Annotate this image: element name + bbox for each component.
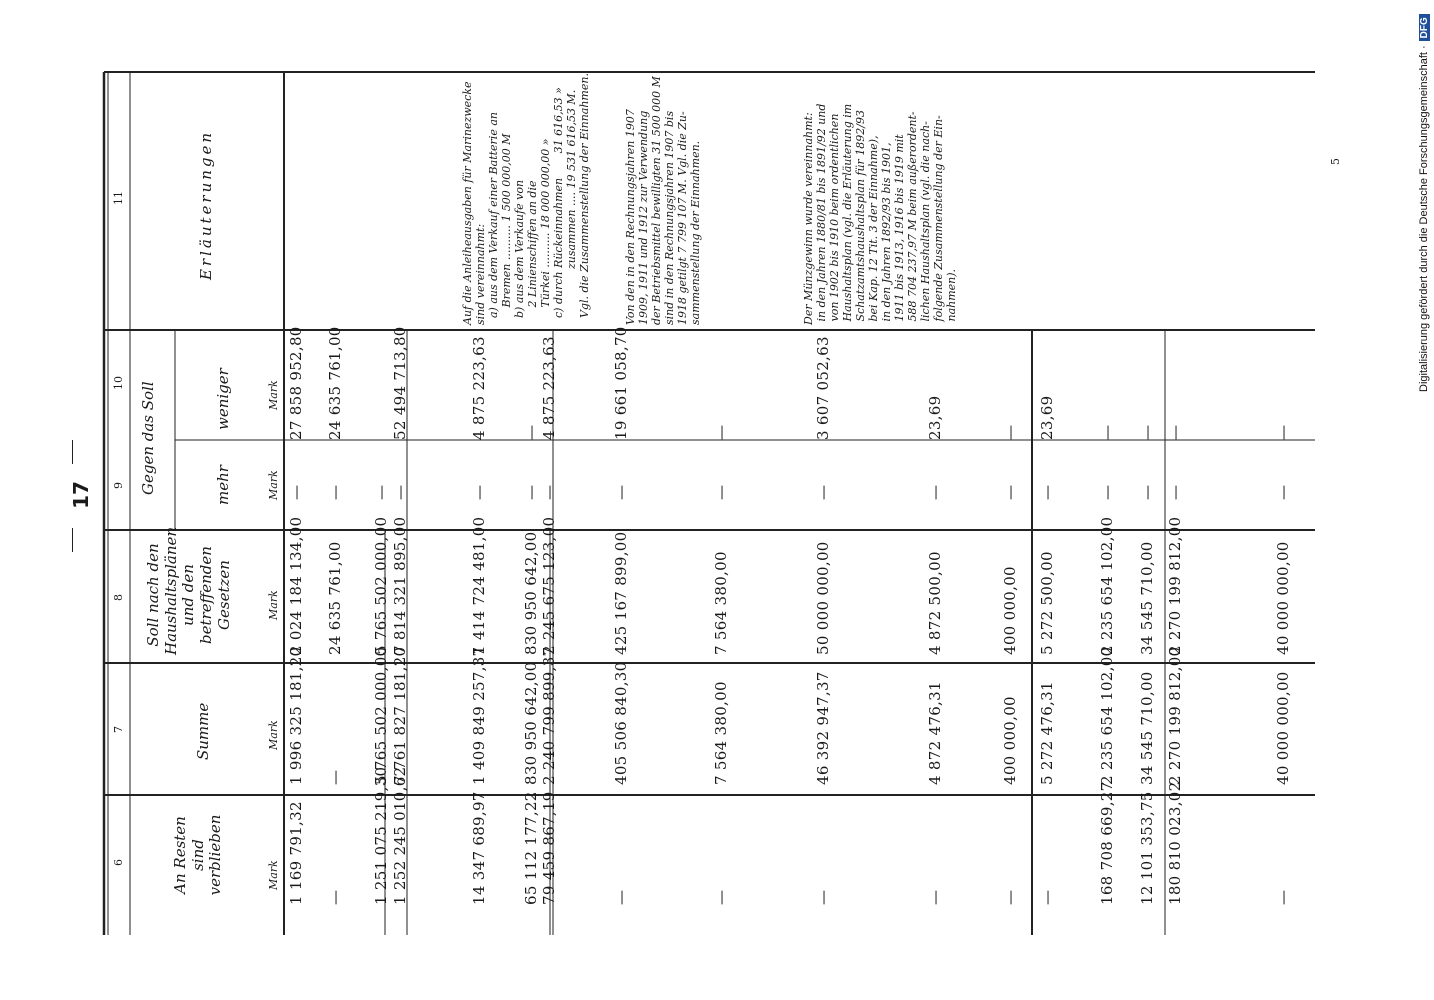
table-cell-c8: 830 950 642,00 <box>522 531 540 655</box>
table-cell-c8: 2 024 184 134,00 <box>287 516 305 655</box>
table-cell-c10: — <box>1098 424 1116 440</box>
table-cell-c6: — <box>326 889 344 905</box>
table-cell-c6: 1 169 791,32 <box>287 801 305 905</box>
col-number-6: 6 <box>112 859 125 866</box>
table-cell-c6: 168 708 669,27 <box>1098 781 1116 905</box>
note-coinage-gain: Der Münzgewinn wurde vereinnahmt: in den Jahren 1880/81 bis 1891/92 und von 1902 bis 1910 beim ordentlichen Haushaltsplan (vgl. die Erläuterung im Schatzamtshaushaltsplan für 1892/93 bei Kap. 12 Tit. 3 der Einnahme), in den Jahren 1892/93 bis 1901, 1911 bis 1913, 1916 bis 1919 mit 588 704 237,97 M beim außerordent- lichen Haushaltsplan (vgl. die nach- folgende Zusammenstellung der Ein- nahmen). <box>802 103 958 325</box>
page-number: 17 <box>68 481 93 509</box>
col-number-8: 8 <box>112 594 125 601</box>
table-cell-c8: 400 000,00 <box>1001 566 1019 655</box>
note-operating-funds: Von den in den Rechnungsjahren 1907 1909, 1911 und 1912 zur Verwendung der Betriebsmittel bewilligten 31 500 000 M sind in den Rechnungsjahren 1907 bis 1918 getilgt 7 799 107 M. Vgl. die Zu- sammenstellung der Einnahmen. <box>624 76 702 325</box>
table-cell-c8: 7 814 321 895,00 <box>391 516 409 655</box>
table-cell-c8: 2 235 654 102,00 <box>1098 516 1116 655</box>
table-cell-c9: — <box>1038 484 1056 500</box>
table-cell-c10: 3 607 052,63 <box>814 336 832 440</box>
table-cell-c7: 5 272 476,31 <box>1038 681 1056 785</box>
table-cell-c8: 4 872 500,00 <box>926 551 944 655</box>
table-cell-c6: 79 459 867,19 <box>540 791 558 905</box>
table-cell-c6: 12 101 353,75 <box>1138 791 1156 905</box>
table-cell-c7: 405 506 840,30 <box>612 661 630 785</box>
table-cell-c6: — <box>926 889 944 905</box>
table-cell-c7: 830 950 642,00 <box>522 661 540 785</box>
table-cell-c7: 46 392 947,37 <box>814 671 832 785</box>
table-cell-c7: 1 996 325 181,20 <box>287 646 305 785</box>
table-cell-c7: 40 000 000,00 <box>1274 671 1292 785</box>
table-cell-c8: 24 635 761,00 <box>326 541 344 655</box>
digitization-credit-text: Digitalisierung gefördert durch die Deutsche Forschungsgemeinschaft · <box>1418 45 1430 392</box>
table-cell-c9: — <box>540 484 558 500</box>
table-cell-c7: 4 872 476,31 <box>926 681 944 785</box>
table-cell-c6: — <box>1001 889 1019 905</box>
table-cell-c6: 180 810 023,02 <box>1166 781 1184 905</box>
table-cell-c8: 7 564 380,00 <box>712 551 730 655</box>
table-cell-c10: — <box>1274 424 1292 440</box>
table-cell-c9: — <box>326 484 344 500</box>
table-cell-c9: — <box>814 484 832 500</box>
table-cell-c10: — <box>522 424 540 440</box>
table-cell-c10: 23,69 <box>926 395 944 440</box>
table-cell-c9: — <box>1098 484 1116 500</box>
header-col9: mehr <box>214 465 232 505</box>
table-cell-c8: 40 000 000,00 <box>1274 541 1292 655</box>
col-number-9: 9 <box>112 482 125 489</box>
table-cell-c6: — <box>1038 889 1056 905</box>
table-cell-c8: 50 000 000,00 <box>814 541 832 655</box>
table-cell-c9: — <box>470 484 488 500</box>
table-cell-c8: 425 167 899,00 <box>612 531 630 655</box>
table-cell-c6: 14 347 689,97 <box>470 791 488 905</box>
table-cell-c8: 34 545 710,00 <box>1138 541 1156 655</box>
table-cell-c10: — <box>1001 424 1019 440</box>
table-cell-c7: 400 000,00 <box>1001 696 1019 785</box>
dfg-logo: DFG <box>1419 14 1430 41</box>
header-col6: An Resten sind verblieben <box>171 814 225 896</box>
table-cell-c10: — <box>1138 424 1156 440</box>
table-cell-c6: — <box>814 889 832 905</box>
col-number-10: 10 <box>112 376 125 390</box>
table-cell-c7: 5 765 502 000,00 <box>372 646 390 785</box>
table-cell-c9: — <box>612 484 630 500</box>
table-cell-c10: 52 494 713,80 <box>391 326 409 440</box>
table-cell-c9: — <box>1166 484 1184 500</box>
table-cell-c9: — <box>287 484 305 500</box>
table-cell-c10: 4 875 223,63 <box>470 336 488 440</box>
table-cell-c8: 5 765 502 000,00 <box>372 516 390 655</box>
table-cell-c7: — <box>326 769 344 785</box>
table-cell-c7: 2 235 654 102,00 <box>1098 646 1116 785</box>
page-number-dash-top <box>72 440 73 464</box>
table-cell-c8: 2 270 199 812,00 <box>1166 516 1184 655</box>
footer-page-number: 5 <box>1329 158 1342 165</box>
table-cell-c10: — <box>1166 424 1184 440</box>
table-cell-c7: 2 240 799 899,37 <box>540 646 558 785</box>
unit-col10: Mark <box>267 380 280 410</box>
table-cell-c9: — <box>372 484 390 500</box>
table-cell-c10: 23,69 <box>1038 395 1056 440</box>
table-cell-c10: 27 858 952,80 <box>287 326 305 440</box>
table-cell-c10: 4 875 223,63 <box>540 336 558 440</box>
header-col10: weniger <box>214 368 232 430</box>
table-cell-c9: — <box>1138 484 1156 500</box>
table-cell-c8: 1 414 724 481,00 <box>470 516 488 655</box>
unit-col8: Mark <box>267 590 280 620</box>
table-cell-c8: 2 245 675 123,00 <box>540 516 558 655</box>
unit-col7: Mark <box>267 720 280 750</box>
table-cell-c9: — <box>926 484 944 500</box>
header-col7: Summe <box>194 702 212 760</box>
unit-col9: Mark <box>267 470 280 500</box>
table-cell-c10: 24 635 761,00 <box>326 326 344 440</box>
col-number-11: 11 <box>112 191 125 205</box>
table-cell-c9: — <box>1001 484 1019 500</box>
table-cell-c9: — <box>391 484 409 500</box>
table-cell-c10: 19 661 058,70 <box>612 326 630 440</box>
table-cell-c7: 2 270 199 812,00 <box>1166 646 1184 785</box>
table-cell-c6: — <box>1274 889 1292 905</box>
table-cell-c8: 5 272 500,00 <box>1038 551 1056 655</box>
table-cell-c9: — <box>522 484 540 500</box>
header-col11: Erläuterungen <box>197 129 215 280</box>
note-marine-loans: Auf die Anleiheausgaben für Marinezwecke sind vereinnahmt: a) aus dem Verkauf einer Batterie an Bremen .......... 1 500 000,00 M b) aus dem Verkaufe von 2 Linienschiffen an die Türkei .......... 18 000 000,00 » c) durch Rückeinnahmen 31 616,53 » zusammen .... 19 531 616,53 M. Vgl. die Zusammenstellung der Einnahmen. <box>461 73 591 325</box>
header-gegen: Gegen das Soll <box>139 381 157 495</box>
col-number-7: 7 <box>112 726 125 733</box>
unit-col6: Mark <box>267 860 280 890</box>
table-cell-c7: 7 761 827 181,20 <box>391 646 409 785</box>
table-cell-c7: 7 564 380,00 <box>712 681 730 785</box>
table-cell-c7: 1 409 849 257,37 <box>470 646 488 785</box>
table-cell-c10: — <box>712 424 730 440</box>
table-cell-c6: — <box>612 889 630 905</box>
table-cell-c6: — <box>712 889 730 905</box>
digitization-credit <box>1418 14 1430 392</box>
page-number-dash-bottom <box>72 528 73 552</box>
table-cell-c9: — <box>712 484 730 500</box>
table-cell-c6: 1 251 075 219,30 <box>372 766 390 905</box>
table-cell-c7: 34 545 710,00 <box>1138 671 1156 785</box>
table-cell-c9: — <box>1274 484 1292 500</box>
table-cell-c6: 65 112 177,22 <box>522 791 540 905</box>
table-cell-c6: 1 252 245 010,62 <box>391 766 409 905</box>
header-col8: Soll nach den Haushaltsplänen und den betreffenden Gesetzen <box>144 526 233 655</box>
